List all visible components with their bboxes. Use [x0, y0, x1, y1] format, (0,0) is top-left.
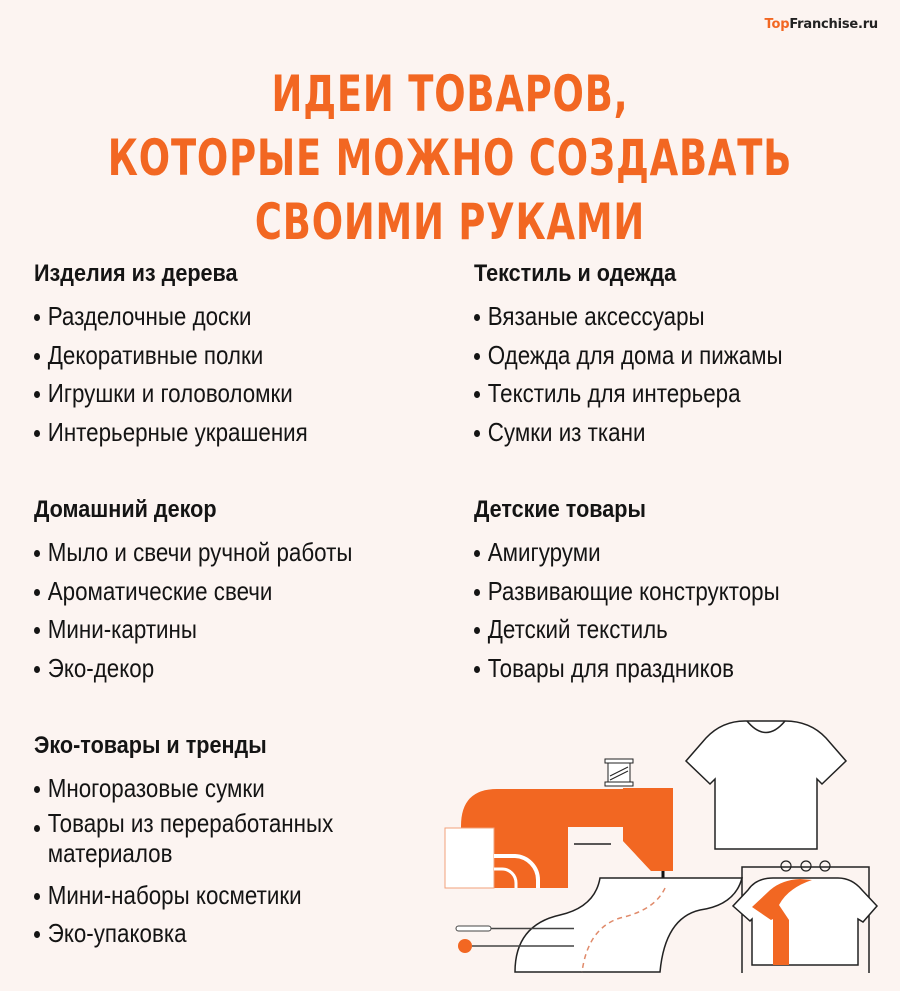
list-item: Детский текстиль — [474, 610, 780, 649]
list-item: Амигуруми — [474, 533, 780, 572]
section-textile-clothing — [474, 259, 833, 451]
list-item: Одежда для дома и пижамы — [474, 336, 783, 375]
list-item: Сумки из ткани — [474, 413, 783, 452]
logo-part-franchise: Franchise.ru — [789, 17, 878, 32]
section-home-decor — [34, 495, 404, 687]
item-list — [34, 769, 390, 953]
item-list — [474, 533, 829, 687]
logo-part-top: Top — [764, 17, 790, 32]
section-eco-products — [34, 731, 390, 953]
page-title — [81, 62, 819, 254]
section-heading: Текстиль и одежда — [474, 260, 677, 287]
list-item: Разделочные доски — [34, 297, 308, 336]
list-item: Товары для праздников — [474, 649, 780, 688]
item-list — [34, 297, 352, 451]
title-line-2: КОТОРЫЕ МОЖНО СОЗДАВАТЬ — [107, 129, 793, 187]
sewing-machine-icon — [445, 788, 673, 889]
list-item: Развивающие конструкторы — [474, 572, 780, 611]
list-item: Игрушки и головоломки — [34, 374, 308, 413]
section-heading: Детские товары — [474, 496, 646, 523]
list-item: Декоративные полки — [34, 336, 308, 375]
section-kids-products — [474, 495, 829, 687]
t-shirt-icon — [686, 721, 846, 849]
list-item: Вязаные аксессуары — [474, 297, 783, 336]
list-item — [34, 808, 340, 868]
item-list — [34, 533, 404, 687]
topfranchise-logo — [765, 17, 878, 32]
item-list — [474, 297, 833, 451]
list-item: Эко-декор — [34, 649, 352, 688]
list-item: Интерьерные украшения — [34, 413, 308, 452]
list-item-text: Товары из переработанных материалов — [47, 807, 334, 868]
thread-spool-icon — [605, 759, 633, 786]
fabric-icon — [515, 878, 742, 972]
list-item: Мини-наборы косметики — [34, 876, 340, 915]
list-item: Многоразовые сумки — [34, 769, 340, 808]
title-line-3: СВОИМИ РУКАМИ — [254, 193, 646, 251]
title-line-1: ИДЕИ ТОВАРОВ, — [271, 65, 629, 123]
section-heading: Изделия из дерева — [34, 260, 238, 287]
section-wood-products — [34, 259, 352, 451]
list-item: Эко-упаковка — [34, 914, 340, 953]
list-item: Мыло и свечи ручной работы — [34, 533, 352, 572]
list-item: Мини-картины — [34, 610, 352, 649]
list-item: Ароматические свечи — [34, 572, 352, 611]
list-item: Текстиль для интерьера — [474, 374, 783, 413]
clothes-rack-icon — [733, 861, 877, 973]
sewing-illustration — [440, 710, 900, 991]
section-heading: Эко-товары и тренды — [34, 732, 267, 759]
section-heading: Домашний декор — [34, 496, 217, 523]
